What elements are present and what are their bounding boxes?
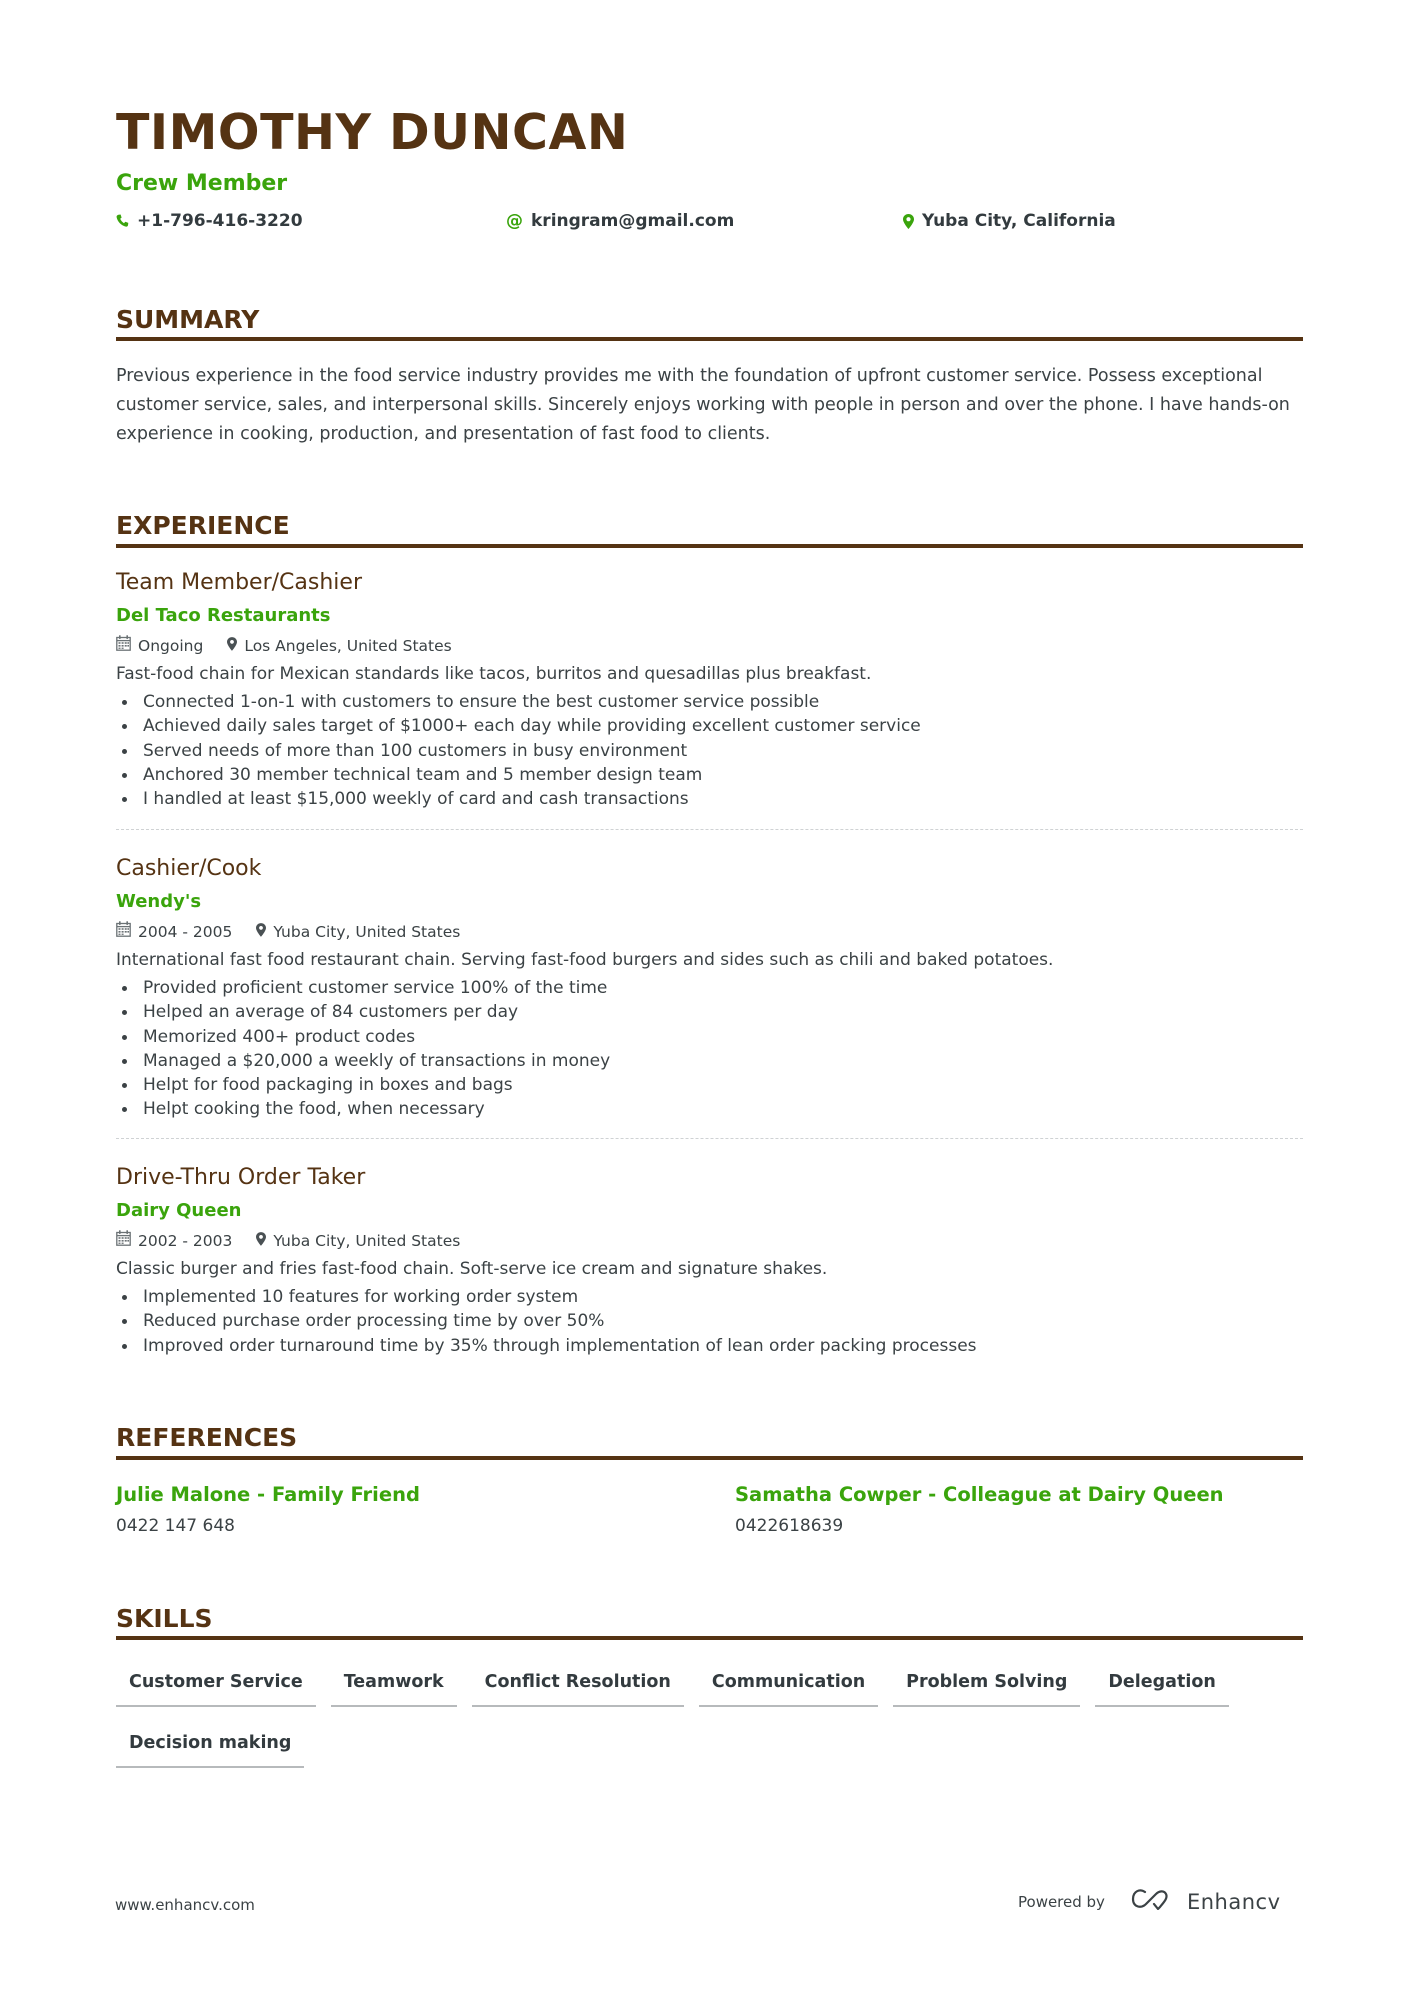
footer-website[interactable]: www.enhancv.com	[115, 1896, 255, 1914]
job-company: Del Taco Restaurants	[116, 605, 331, 626]
map-pin-icon	[256, 918, 266, 946]
map-pin-icon	[903, 214, 914, 229]
reference-name: Julie Malone - Family Friend	[116, 1483, 420, 1506]
map-pin-icon	[227, 632, 237, 660]
achievement-item: Managed a $20,000 a weekly of transactions in money	[116, 1049, 1303, 1073]
skill-tag: Teamwork	[331, 1660, 457, 1707]
achievement-item: Improved order turnaround time by 35% through implementation of lean order packing processes	[116, 1334, 1303, 1358]
achievement-item: Helped an average of 84 customers per day	[116, 1000, 1303, 1024]
job-title: Team Member/Cashier	[116, 570, 362, 595]
reference-phone: 0422618639	[735, 1516, 844, 1536]
contact-phone	[116, 211, 303, 231]
job-title: Drive-Thru Order Taker	[116, 1165, 366, 1190]
skill-tag: Decision making	[116, 1721, 304, 1768]
experience-entry	[116, 852, 1303, 1122]
location-text: Yuba City, California	[922, 211, 1116, 231]
at-sign-icon: @	[506, 211, 523, 231]
job-description: International fast food restaurant chain. Serving fast-food burgers and sides such as chili and baked potatoes.	[116, 950, 1054, 970]
section-title-summary: SUMMARY	[116, 305, 260, 334]
job-dates	[116, 632, 203, 660]
job-meta	[116, 1227, 1303, 1255]
experience-entry	[116, 1161, 1303, 1358]
section-title-skills: SKILLS	[116, 1604, 213, 1633]
enhancv-logo-icon	[1131, 1888, 1175, 1915]
calendar-icon	[116, 1227, 131, 1255]
job-dates-text: 2002 - 2003	[138, 1232, 233, 1250]
job-achievements	[116, 1285, 1303, 1358]
candidate-name: TIMOTHY DUNCAN	[116, 104, 629, 161]
calendar-icon	[116, 632, 131, 660]
enhancv-wordmark: Enhancv	[1186, 1889, 1281, 1914]
enhancv-logo[interactable]	[1131, 1888, 1281, 1915]
job-location-text: Yuba City, United States	[273, 923, 461, 941]
reference-name: Samatha Cowper - Colleague at Dairy Queen	[735, 1483, 1224, 1506]
job-meta	[116, 632, 1303, 660]
job-dates-text: 2004 - 2005	[138, 923, 233, 941]
section-rule	[116, 1636, 1303, 1640]
email-address[interactable]: kringram@gmail.com	[531, 211, 735, 231]
phone-number: +1-796-416-3220	[137, 211, 303, 231]
skills-list	[116, 1660, 1303, 1768]
achievement-item: Helpt cooking the food, when necessary	[116, 1097, 1303, 1121]
job-company: Dairy Queen	[116, 1200, 242, 1221]
achievement-item: Connected 1-on-1 with customers to ensure the best customer service possible	[116, 690, 1303, 714]
skill-tag: Customer Service	[116, 1660, 316, 1707]
job-dates-text: Ongoing	[138, 637, 204, 655]
section-rule	[116, 544, 1303, 548]
achievement-item: Anchored 30 member technical team and 5 member design team	[116, 763, 1303, 787]
job-meta	[116, 918, 1303, 946]
entry-divider	[116, 1138, 1303, 1139]
skill-tag: Conflict Resolution	[472, 1660, 684, 1707]
achievement-item: Implemented 10 features for working order system	[116, 1285, 1303, 1309]
contact-location	[903, 211, 1116, 231]
skill-tag: Delegation	[1095, 1660, 1228, 1707]
job-dates	[116, 918, 232, 946]
entry-divider	[116, 829, 1303, 830]
reference-entry	[116, 1479, 420, 1541]
powered-by-label: Powered by	[1018, 1892, 1105, 1911]
footer-branding	[1018, 1888, 1281, 1915]
job-company: Wendy's	[116, 891, 202, 912]
calendar-icon	[116, 918, 131, 946]
job-location	[227, 632, 451, 660]
candidate-role: Crew Member	[116, 171, 288, 196]
section-rule	[116, 1456, 1303, 1460]
skill-tag: Problem Solving	[893, 1660, 1080, 1707]
achievement-item: Served needs of more than 100 customers in busy environment	[116, 739, 1303, 763]
contact-email	[506, 211, 734, 231]
achievement-item: Achieved daily sales target of $1000+ each day while providing excellent customer service	[116, 714, 1303, 738]
summary-text: Previous experience in the food service industry provides me with the foundation of upfront customer service. Possess exceptional customer service, sales, and interpersonal skills. Sincerely enjoys working with people in person and over the phone. I have hands-on experience in cooking, production, and presentation of fast food to clients.	[116, 366, 1290, 444]
achievement-item: Reduced purchase order processing time by over 50%	[116, 1309, 1303, 1333]
achievement-item: Memorized 400+ product codes	[116, 1025, 1303, 1049]
section-rule	[116, 337, 1303, 341]
section-title-references: REFERENCES	[116, 1423, 298, 1452]
job-location	[256, 918, 460, 946]
section-title-experience: EXPERIENCE	[116, 511, 290, 540]
reference-entry	[735, 1479, 1224, 1541]
job-title: Cashier/Cook	[116, 856, 262, 881]
phone-icon	[116, 214, 129, 228]
skill-tag: Communication	[699, 1660, 878, 1707]
job-location-text: Yuba City, United States	[273, 1232, 461, 1250]
job-description: Fast-food chain for Mexican standards like tacos, burritos and quesadillas plus breakfast.	[116, 664, 872, 684]
job-location	[256, 1227, 460, 1255]
job-achievements	[116, 976, 1303, 1122]
job-description: Classic burger and fries fast-food chain. Soft-serve ice cream and signature shakes.	[116, 1259, 828, 1279]
reference-phone: 0422 147 648	[116, 1516, 235, 1536]
job-dates	[116, 1227, 232, 1255]
job-achievements	[116, 690, 1303, 811]
map-pin-icon	[256, 1227, 266, 1255]
experience-entry	[116, 566, 1303, 811]
achievement-item: Provided proficient customer service 100% of the time	[116, 976, 1303, 1000]
achievement-item: Helpt for food packaging in boxes and bags	[116, 1073, 1303, 1097]
achievement-item: I handled at least $15,000 weekly of card and cash transactions	[116, 787, 1303, 811]
job-location-text: Los Angeles, United States	[244, 637, 452, 655]
